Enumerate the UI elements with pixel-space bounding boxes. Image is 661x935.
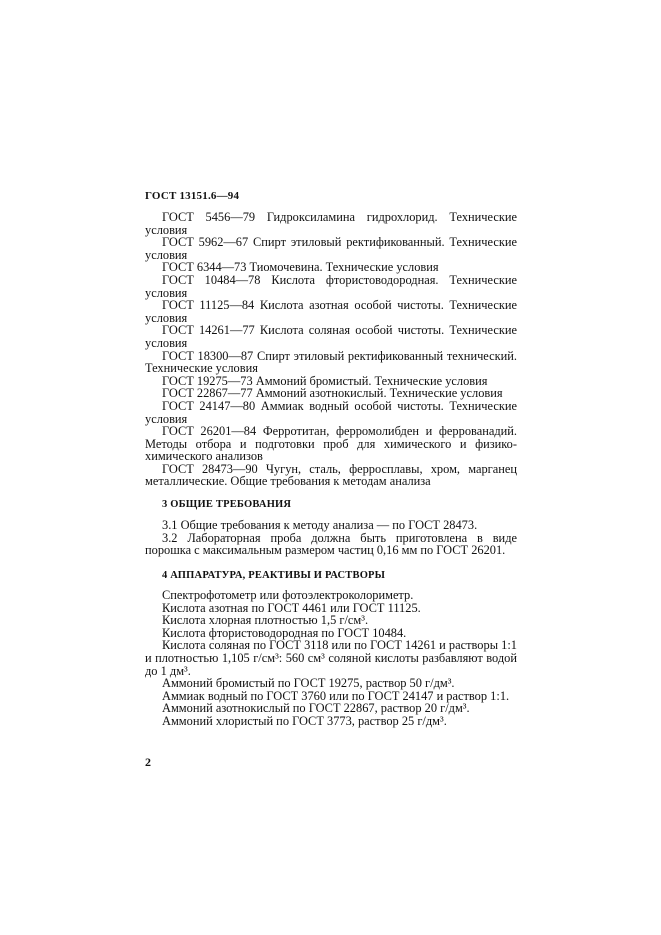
section-3-body [145,519,517,557]
paragraph: 3.2 Лабораторная проба должна быть приготовлена в виде порошка с максимальным размером частиц 0,16 мм по ГОСТ 26201. [145,530,517,558]
reference-item: ГОСТ 14261—77 Кислота соляная особой чистоты. Технические условия [145,323,517,350]
reference-item: ГОСТ 24147—80 Аммиак водный особой чистоты. Технические условия [145,398,517,426]
reference-item: ГОСТ 22867—77 Аммоний азотнокислый. Технические условия [162,386,503,401]
list-item: Кислота хлорная плотностью 1,5 г/см³. [162,613,369,628]
reference-item: ГОСТ 5962—67 Спирт этиловый ректификованный. Технические условия [145,235,517,262]
paragraph: 3.1 Общие требования к методу анализа — по ГОСТ 28473. [162,518,478,532]
page-number: 2 [145,755,151,769]
list-item: Аммоний азотнокислый по ГОСТ 22867, раствор 20 г/дм³. [162,701,470,716]
section-4-title: 4 АППАРАТУРА, РЕАКТИВЫ И РАСТВОРЫ [162,570,386,581]
reference-item: ГОСТ 18300—87 Спирт этиловый ректификованный технический. Технические условия [145,348,517,376]
reference-item: ГОСТ 6344—73 Тиомочевина. Технические условия [162,260,439,275]
document-header: ГОСТ 13151.6—94 [145,190,240,202]
reference-item: ГОСТ 5456—79 Гидроксиламина гидрохлорид. Технические условия [145,210,517,237]
list-item: Кислота соляная по ГОСТ 3118 или по ГОСТ 14261 и растворы 1:1 и плотностью 1,105 г/см³: 560 см³ соляной кислоты разбавляют водой до 1 дм³. [145,638,517,678]
section-4-body [145,589,517,728]
normative-references [145,211,517,488]
list-item: Аммиак водный по ГОСТ 3760 или по ГОСТ 24147 и раствор 1:1. [162,688,510,703]
reference-item: ГОСТ 10484—78 Кислота фтористоводородная. Технические условия [145,272,517,300]
list-item: Аммоний бромистый по ГОСТ 19275, раствор 50 г/дм³. [162,676,455,691]
reference-item: ГОСТ 11125—84 Кислота азотная особой чистоты. Технические условия [145,298,517,325]
list-item: Аммоний хлористый по ГОСТ 3773, раствор 25 г/дм³. [162,713,447,728]
reference-item: ГОСТ 28473—90 Чугун, сталь, ферросплавы, хром, марганец металлические. Общие требования к методам анализа [145,461,517,489]
list-item: Спектрофотометр или фотоэлектроколориметр. [162,588,414,602]
section-3-title: 3 ОБЩИЕ ТРЕБОВАНИЯ [162,499,292,510]
list-item: Кислота фтористоводородная по ГОСТ 10484. [162,625,407,640]
list-item: Кислота азотная по ГОСТ 4461 или ГОСТ 11125. [162,600,421,615]
reference-item: ГОСТ 19275—73 Аммоний бромистый. Технические условия [162,373,488,388]
reference-item: ГОСТ 26201—84 Ферротитан, ферромолибден и феррованадий. Методы отбора и подготовки проб для химического и физико-химического анализов [145,424,517,464]
